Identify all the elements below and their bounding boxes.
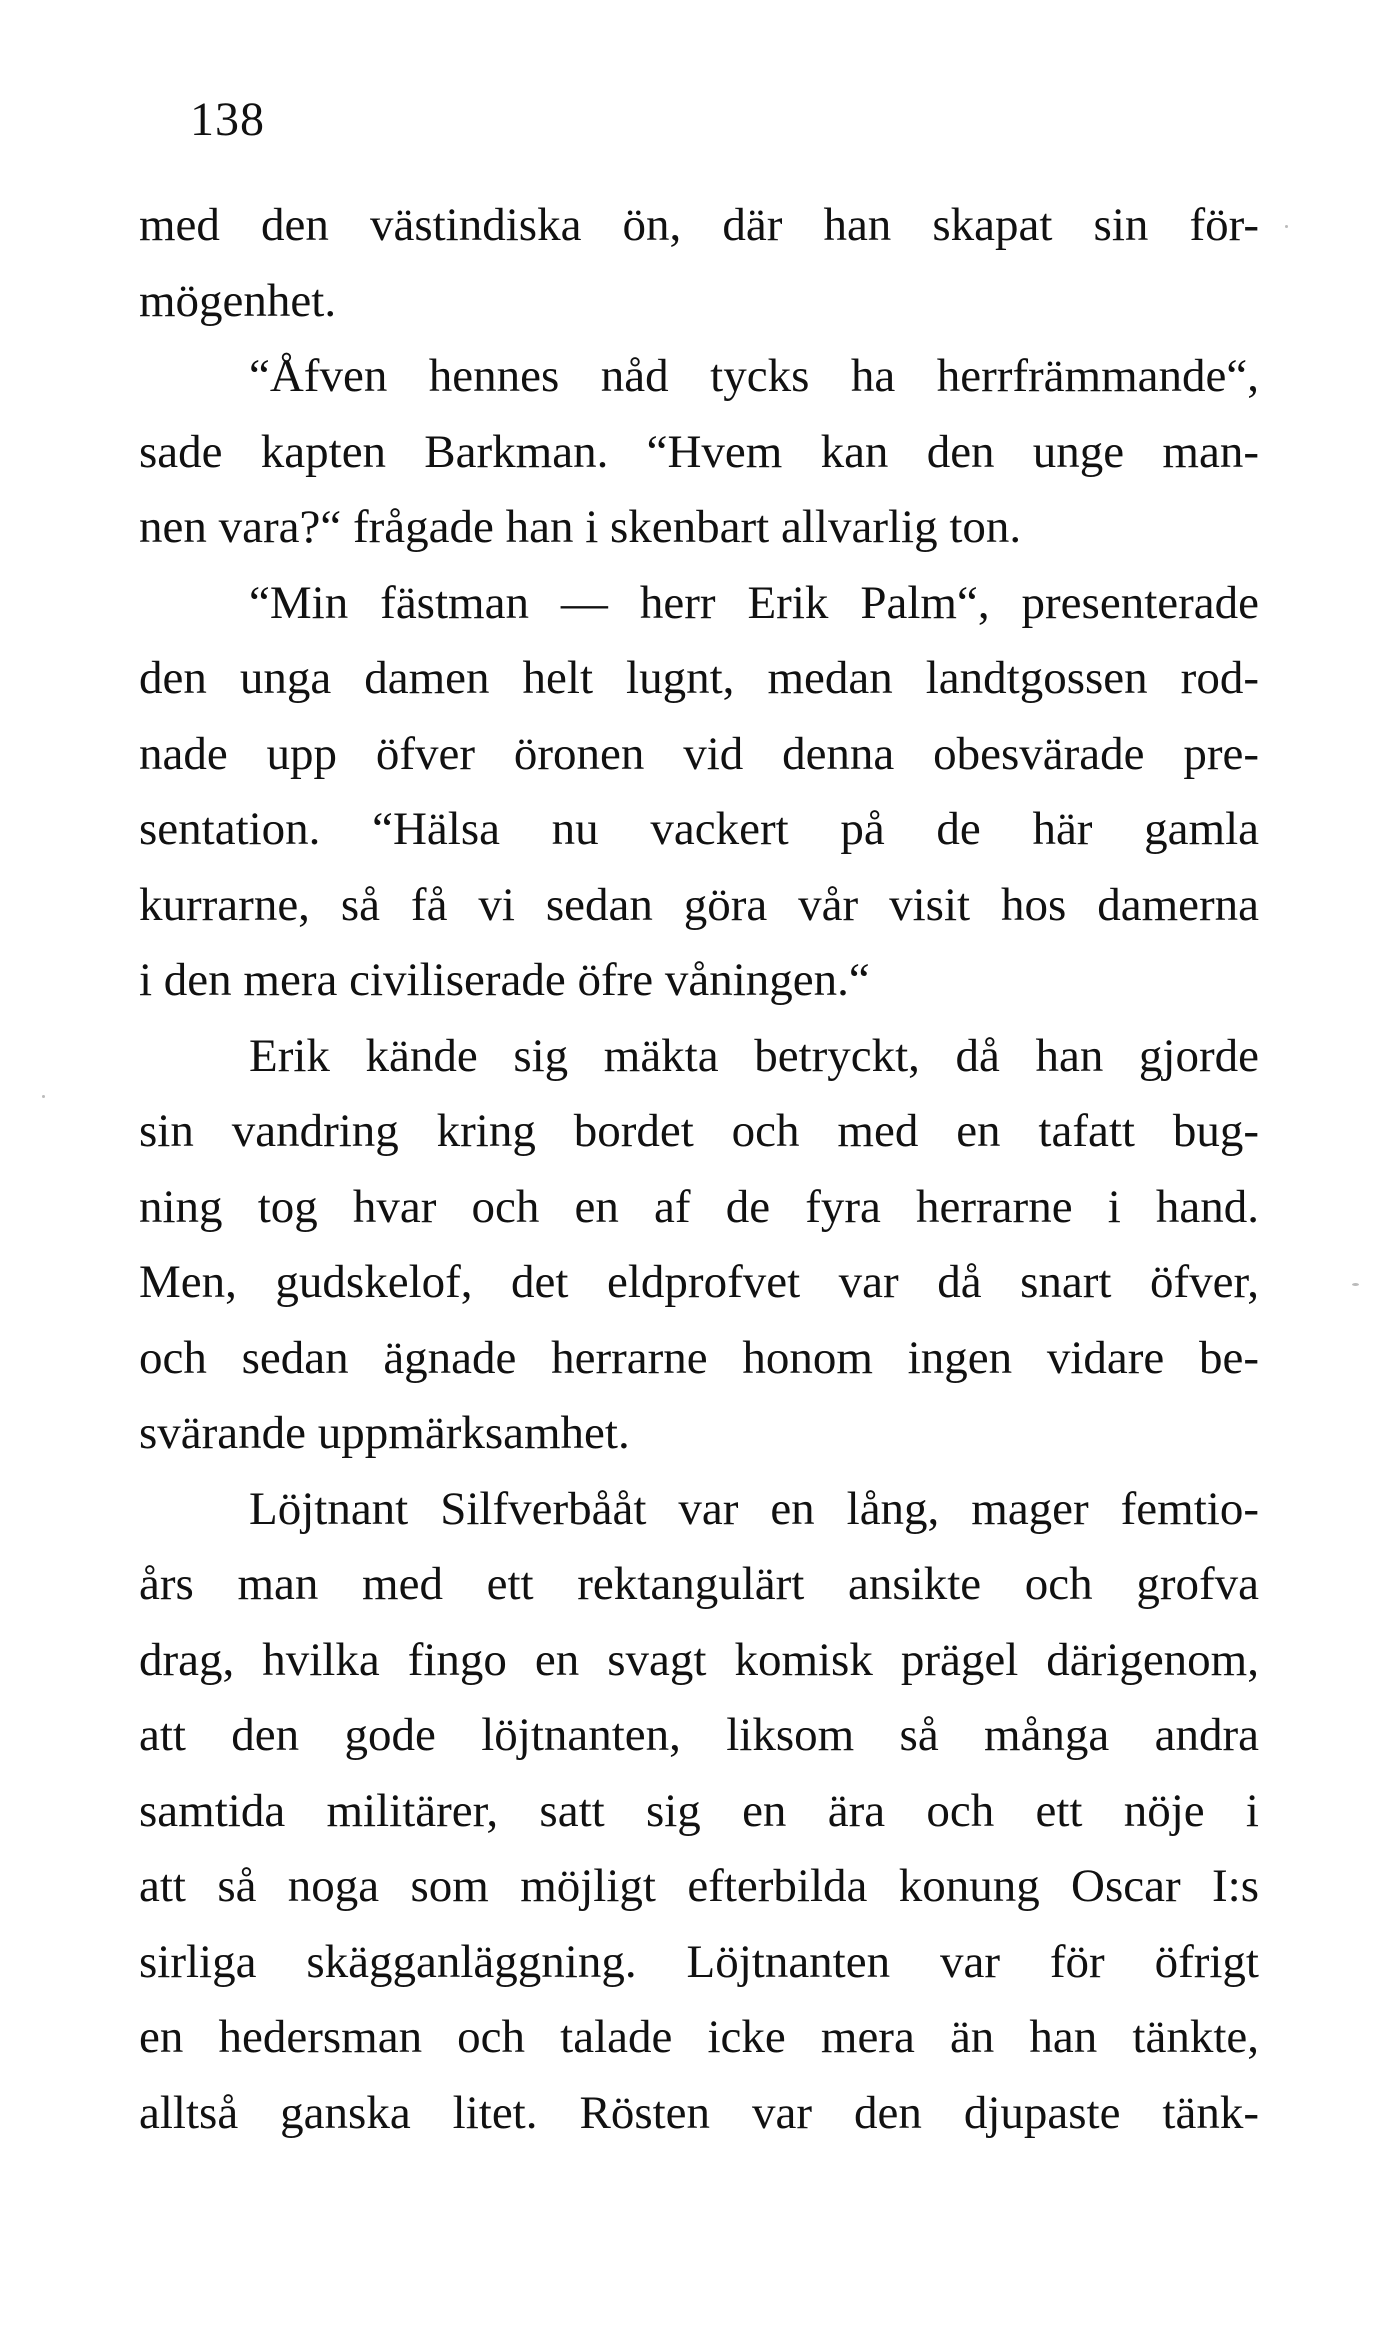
text-line: att den gode löjtnanten, liksom så många andra [139,1709,1259,1761]
text-line: nade upp öfver öronen vid denna obesvärade pre- [139,727,1259,780]
text-line: sin vandring kring bordet och med en tafatt bug- [139,1105,1259,1157]
text-line: Erik kände sig mäkta betryckt, då han gjorde [249,1029,1259,1082]
paper-speck [1352,1283,1359,1286]
text-line: Löjtnant Silfverbååt var en lång, mager femtio- [249,1482,1259,1535]
text-line: kurrarne, så få vi sedan göra vår visit hos damerna [139,878,1259,931]
text-line: svärande uppmärksamhet. [139,1407,630,1459]
text-line: mögenhet. [139,274,337,327]
text-line: drag, hvilka fingo en svagt komisk prägel därigenom, [139,1633,1259,1686]
text-line: års man med ett rektangulärt ansikte och grofva [139,1558,1259,1610]
text-line: sentation. “Hälsa nu vackert på de här gamla [139,803,1259,855]
text-line: sirliga skägganläggning. Löjtnanten var för öfrigt [139,1935,1259,1988]
text-line: i den mera civiliserade öfre våningen.“ [139,954,870,1006]
text-line: “Åfven hennes nåd tycks ha herrfrämmande“, [249,350,1259,402]
body-text [139,188,1259,2151]
text-line: nen vara?“ frågade han i skenbart allvarlig ton. [139,501,1022,553]
text-line: att så noga som möjligt efterbilda konung Oscar I:s [139,1860,1259,1912]
paper-speck [42,1095,45,1098]
text-line: “Min fästman — herr Erik Palm“, presenterade [249,576,1259,629]
text-line: en hedersman och talade icke mera än han tänkte, [139,2011,1259,2063]
text-line: samtida militärer, satt sig en ära och ett nöje i [139,1784,1259,1837]
text-line: med den västindiska ön, där han skapat sin för- [139,199,1259,251]
text-line: den unga damen helt lugnt, medan landtgossen rod- [139,652,1259,704]
text-line: sade kapten Barkman. “Hvem kan den unge man- [139,425,1259,478]
page-number: 138 [190,93,265,146]
text-line: ning tog hvar och en af de fyra herrarne i hand. [139,1180,1259,1233]
text-line: alltså ganska litet. Rösten var den djupaste tänk- [139,2086,1259,2139]
text-line: Men, gudskelof, det eldprofvet var då snart öfver, [139,1256,1259,1308]
text-line: och sedan ägnade herrarne honom ingen vidare be- [139,1331,1259,1384]
paper-speck [1285,225,1288,228]
